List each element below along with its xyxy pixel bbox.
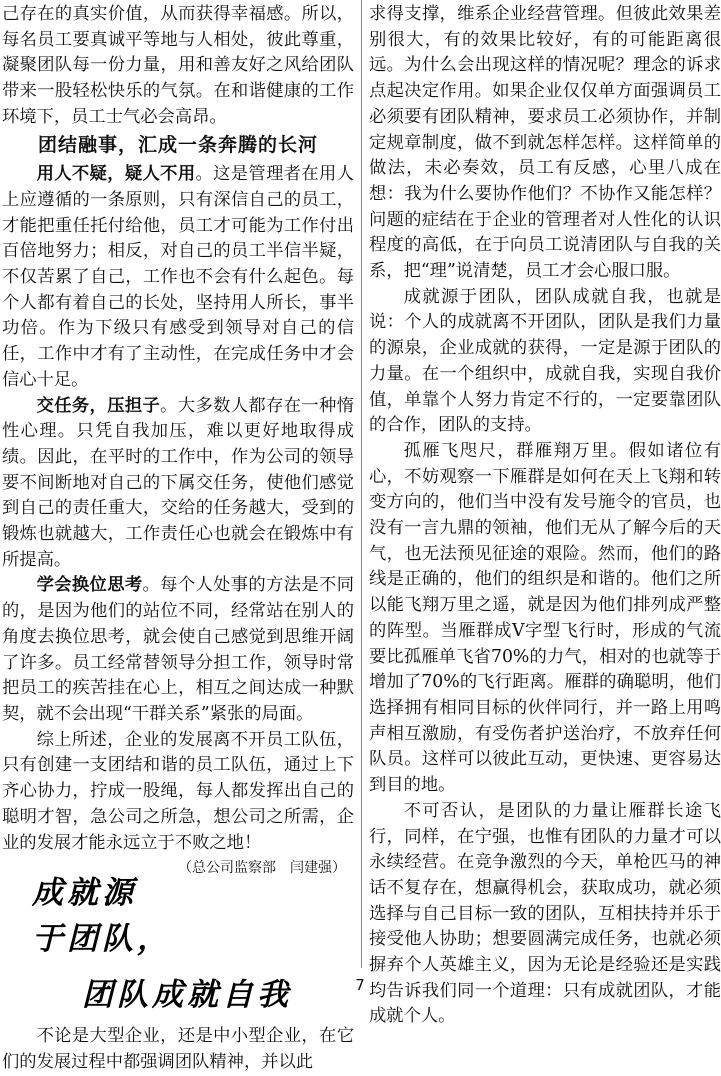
section-heading: 团结融事，汇成一条奔腾的长河 [37,133,318,156]
paragraph-body: 综上所述，企业的发展离不开员工队伍，只有创建一支团结和谐的员工队伍，通过上下齐心协力，拧成一股绳，每人都发挥出自己的聪明才智，急公司之所急，想公司之所需，企业的发展才能永远立于不败之地！ [2,729,354,853]
paragraph-lead: 学会换位思考 [36,575,143,596]
column-divider [361,0,362,968]
paragraph [2,728,354,877]
paragraph: 求得支撑，维系企业经营管理。但彼此效果差别很大，有的效果比较好，有的可能距离很远。为什么会出现这样的情况呢？理念的诉求点起决定作用。如果企业仅仅单方面强调员工必须要有团队精神，要求员工必须协作，并制定规章制度，做不到就怎样怎样。这样简单的做法，未必奏效，员工有反感，心里八成在想：我为什么要协作他们？不协作又能怎样？问题的症结在于企业的管理者对人性化的认识程度的高低，在于向员工说清团队与自我的关系，把“理”说清楚，员工才会心服口服。 [369,4,721,282]
paragraph [2,162,354,393]
paragraph: 孤雁飞咫尺，群雁翔万里。假如诸位有心，不妨观察一下雁群是如何在天上飞翔和转变方向的，他们当中没有发号施令的官员，也没有一言九鼎的领袖，他们无从了解今后的天气，也无法预见征途的艰险。然而，他们的路线是正确的，他们的组织是和谐的。他们之所以能飞翔万里之遥，就是因为他们排列成严整的阵型。当雁群成V字型飞行时，形成的气流要比孤雁单飞省70%的力气，相对的也就等于增加了70%的飞行距离。雁群的确聪明，他们选择拥有相同目标的伙伴同行，并一路上用鸣声相互激励，有受伤者护送治疗，不放弃任何队员。这样可以彼此互动，更快速、更容易达到目的地。 [369,440,721,796]
page-number: 7 [355,976,365,994]
paragraph: 不论是大型企业，还是中小型企业，在它们的发展过程中都强调团队精神，并以此 [2,1026,354,1072]
article-title-line: 团队成就自我 [82,977,292,1014]
paragraph: 己存在的真实价值，从而获得幸福感。所以，每名员工要真诚平等地与人相处，彼此尊重，凝聚团队每一份力量，用和善友好之风给团队带来一股轻松快乐的气氛。在和谐健康的工作环境下，员工士气必会高昂。 [2,4,354,127]
article-title-line: 成就源于团队， [32,875,172,958]
paragraph: 不可否认，是团队的力量让雁群长途飞行，同样，在宁强，也惟有团队的力量才可以永续经营。在竞争激烈的今天，单枪匹马的神话不复存在，想赢得机会，获取成功，就必须选择与自己目标一致的团队，互相扶持并乐于接受他人协助；想要圆满完成任务，也就必须摒弃个人英雄主义，因为无论是经验还是实践均告诉我们同一个道理：只有成就团队，才能成就个人。 [369,800,721,1027]
article-title [2,870,354,1018]
author-signature: （总公司监察部 闫建强） [178,860,346,877]
paragraph [2,573,354,727]
paragraph-body: 。每个人处事的方法是不同的，是因为他们的站位不同，经常站在别人的角度去换位思考，就会使自己感觉到思维开阔了许多。员工经常替领导分担工作，领导时常把员工的疾苦挂在心上，相互之间达成一种默契，就不会出现“干群关系”紧张的局面。 [2,575,354,724]
paragraph-lead: 用人不疑，疑人不用 [36,164,196,185]
paragraph-body: 。这是管理者在用人上应遵循的一条原则，只有深信自己的员工，才能把重任托付给他，员工才可能为工作付出百倍地努力；相反，对自己的员工半信半疑，不仅苦累了自己，工作也不会有什么起色。每个人都有着自己的长处，坚持用人所长，事半功倍。作为下级只有感受到领导对自己的信任，工作中才有了主动性，在完成任务中才会信心十足。 [2,164,354,390]
paragraph: 成就源于团队，团队成就自我，也就是说：个人的成就离不开团队，团队是我们力量的源泉，企业成就的获得，一定是源于团队的力量。在一个组织中，成就自我，实现自我价值，单靠个人努力肯定不行的，一定要靠团队的合作，团队的支持。 [369,286,721,436]
paragraph-body: 。大多数人都存在一种惰性心理。只凭自我加压，难以更好地取得成绩。因此，在平时的工作中，作为公司的领导要不间断地对自己的下属交任务，使他们感觉到自己的责任重大，交给的任务越大，受到的锻炼也就越大，工作责任心也就会在锻炼中有所提高。 [2,395,354,570]
paragraph [2,394,354,574]
paragraph-lead: 交任务，压担子 [36,395,161,416]
left-column [2,2,354,1076]
right-column [369,2,721,1030]
